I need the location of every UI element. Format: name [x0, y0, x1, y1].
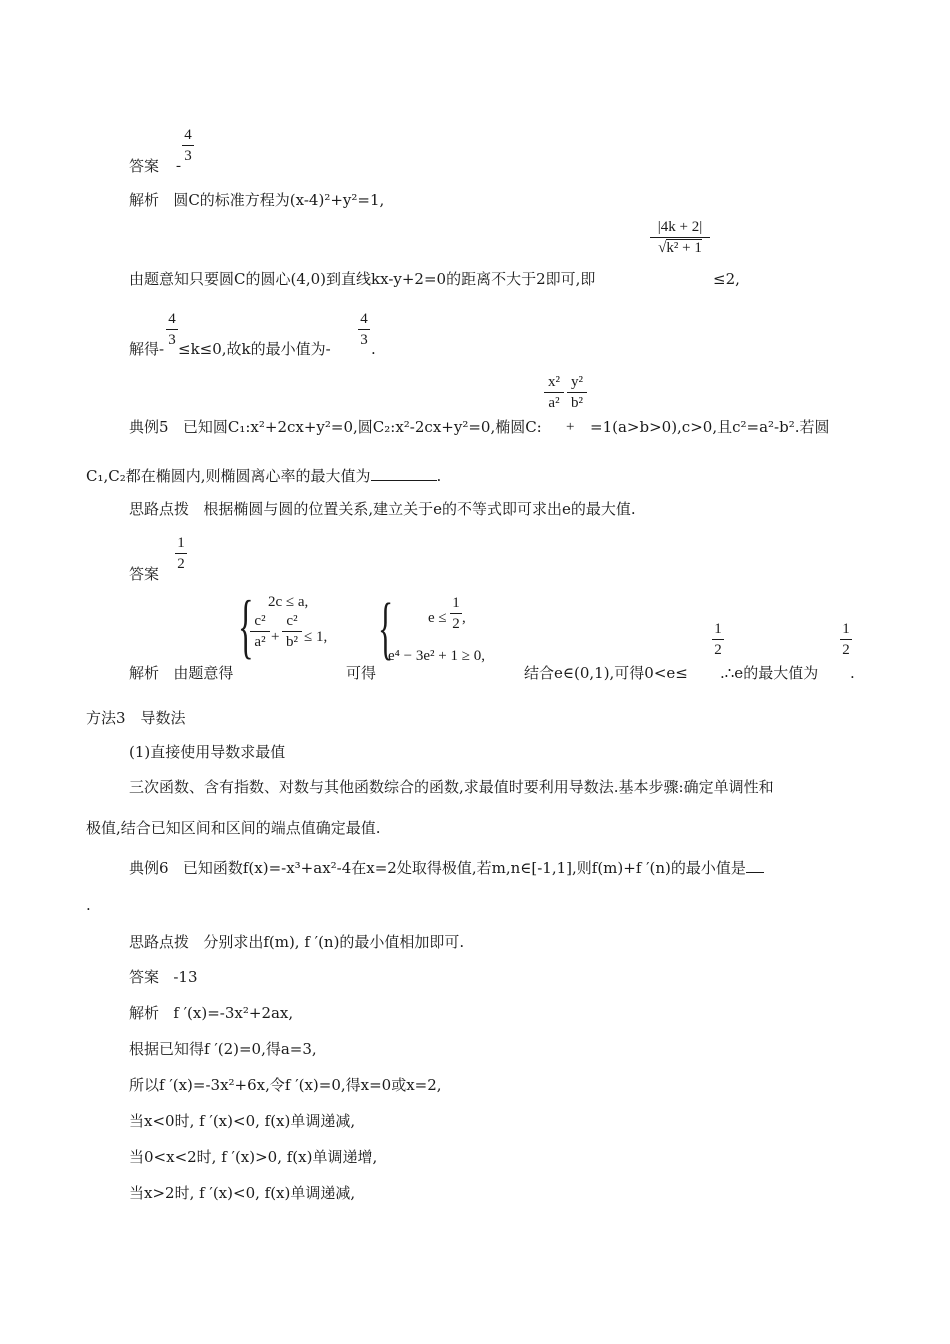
answer-minus: -	[176, 158, 181, 174]
system-2-brace: {	[378, 590, 394, 667]
analysis-label: 解析 由题意得	[129, 664, 234, 682]
answer-label: 答案	[129, 157, 160, 175]
sqrt-icon: √	[658, 240, 667, 256]
ellipse-x-fraction: x² a²	[544, 373, 564, 412]
system-1-c2a2-fraction: c² a²	[250, 612, 270, 651]
example-5-line-1: 典例5 已知圆C₁:x²+2cx+y²=0,圆C₂:x²-2cx+y²=0,椭圆C:	[129, 418, 542, 436]
analysis-line-5: 当0<x<2时, f ′(x)>0, f(x)单调递增,	[129, 1148, 378, 1166]
answer-line: 答案 -13	[129, 968, 198, 986]
max-value-fraction: 1 2	[840, 620, 852, 659]
analysis-line-4: 当x<0时, f ′(x)<0, f(x)单调递减,	[129, 1112, 356, 1130]
upper-bound-fraction: 1 2	[712, 620, 724, 659]
k-lower-fraction: 4 3	[166, 310, 178, 349]
example-5-line-2: C₁,C₂都在椭圆内,则椭圆离心率的最大值为 .	[86, 467, 442, 485]
system-1-tail: ≤ 1,	[304, 629, 328, 645]
analysis-line-2: 由题意知只要圆C的圆心(4,0)到直线kx-y+2=0的距离不大于2即可,即	[129, 270, 596, 288]
answer-half-fraction: 1 2	[175, 534, 187, 573]
method-3-para-2: 极值,结合已知区间和区间的端点值确定最值.	[86, 819, 381, 837]
analysis-line-2-end: ≤2,	[713, 270, 740, 288]
system-1-brace: {	[238, 586, 254, 666]
analysis-line-1: 解析 圆C的标准方程为(x-4)²+y²=1,	[129, 191, 385, 209]
analysis-line-3: 解得-	[129, 340, 165, 358]
answer-blank	[746, 858, 764, 873]
method-3-para-1: 三次函数、含有指数、对数与其他函数综合的函数,求最值时要利用导数法.基本步骤:确定单调性和	[129, 778, 774, 796]
system-2-row-1: e ≤	[428, 610, 447, 626]
analysis-line-2: 根据已知得f ′(2)=0,得a=3,	[129, 1040, 317, 1058]
answer-blank	[371, 466, 437, 481]
analysis-line-3: 所以f ′(x)=-3x²+6x,令f ′(x)=0,得x=0或x=2,	[129, 1076, 442, 1094]
distance-fraction: |4k + 2| √k² + 1	[650, 218, 710, 257]
example-6-line-2: .	[86, 896, 91, 914]
method-3-subtitle: (1)直接使用导数求最值	[129, 743, 286, 761]
answer-label: 答案	[129, 565, 160, 583]
analysis-line-6: 当x>2时, f ′(x)<0, f(x)单调递减,	[129, 1184, 356, 1202]
example-6-line-1: 典例6 已知函数f(x)=-x³+ax²-4在x=2处取得极值,若m,n∈[-1,1],则f(m)+f ′(n)的最小值是	[129, 858, 764, 877]
hint-line: 思路点拨 分别求出f(m), f ′(n)的最小值相加即可.	[129, 933, 465, 951]
analysis-end: .	[850, 664, 855, 682]
analysis-derive: 可得	[346, 664, 377, 682]
system-2-row-1-end: ,	[462, 610, 466, 626]
answer-fraction: 4 3	[182, 126, 194, 165]
analysis-line-3-end: .	[371, 340, 376, 358]
system-2-half-fraction: 1 2	[450, 594, 462, 633]
k-min-fraction: 4 3	[358, 310, 370, 349]
analysis-combine: 结合e∈(0,1),可得0<e≤	[524, 664, 688, 682]
system-2-row-2: e⁴ − 3e² + 1 ≥ 0,	[388, 648, 485, 664]
ellipse-y-fraction: y² b²	[567, 373, 587, 412]
hint-line: 思路点拨 根据椭圆与圆的位置关系,建立关于e的不等式即可求出e的最大值.	[129, 500, 636, 518]
method-3-title: 方法3 导数法	[86, 709, 186, 727]
analysis-line-3-mid: ≤k≤0,故k的最小值为-	[178, 340, 331, 358]
system-1-plus: +	[271, 629, 280, 645]
ellipse-plus: +	[566, 419, 575, 435]
analysis-line-1: 解析 f ′(x)=-3x²+2ax,	[129, 1004, 294, 1022]
system-1-row-1: 2c ≤ a,	[268, 594, 309, 610]
system-1-c2b2-fraction: c² b²	[282, 612, 302, 651]
analysis-max: .∴e的最大值为	[720, 664, 819, 682]
example-5-line-1-end: =1(a>b>0),c>0,且c²=a²-b².若圆	[590, 418, 830, 436]
